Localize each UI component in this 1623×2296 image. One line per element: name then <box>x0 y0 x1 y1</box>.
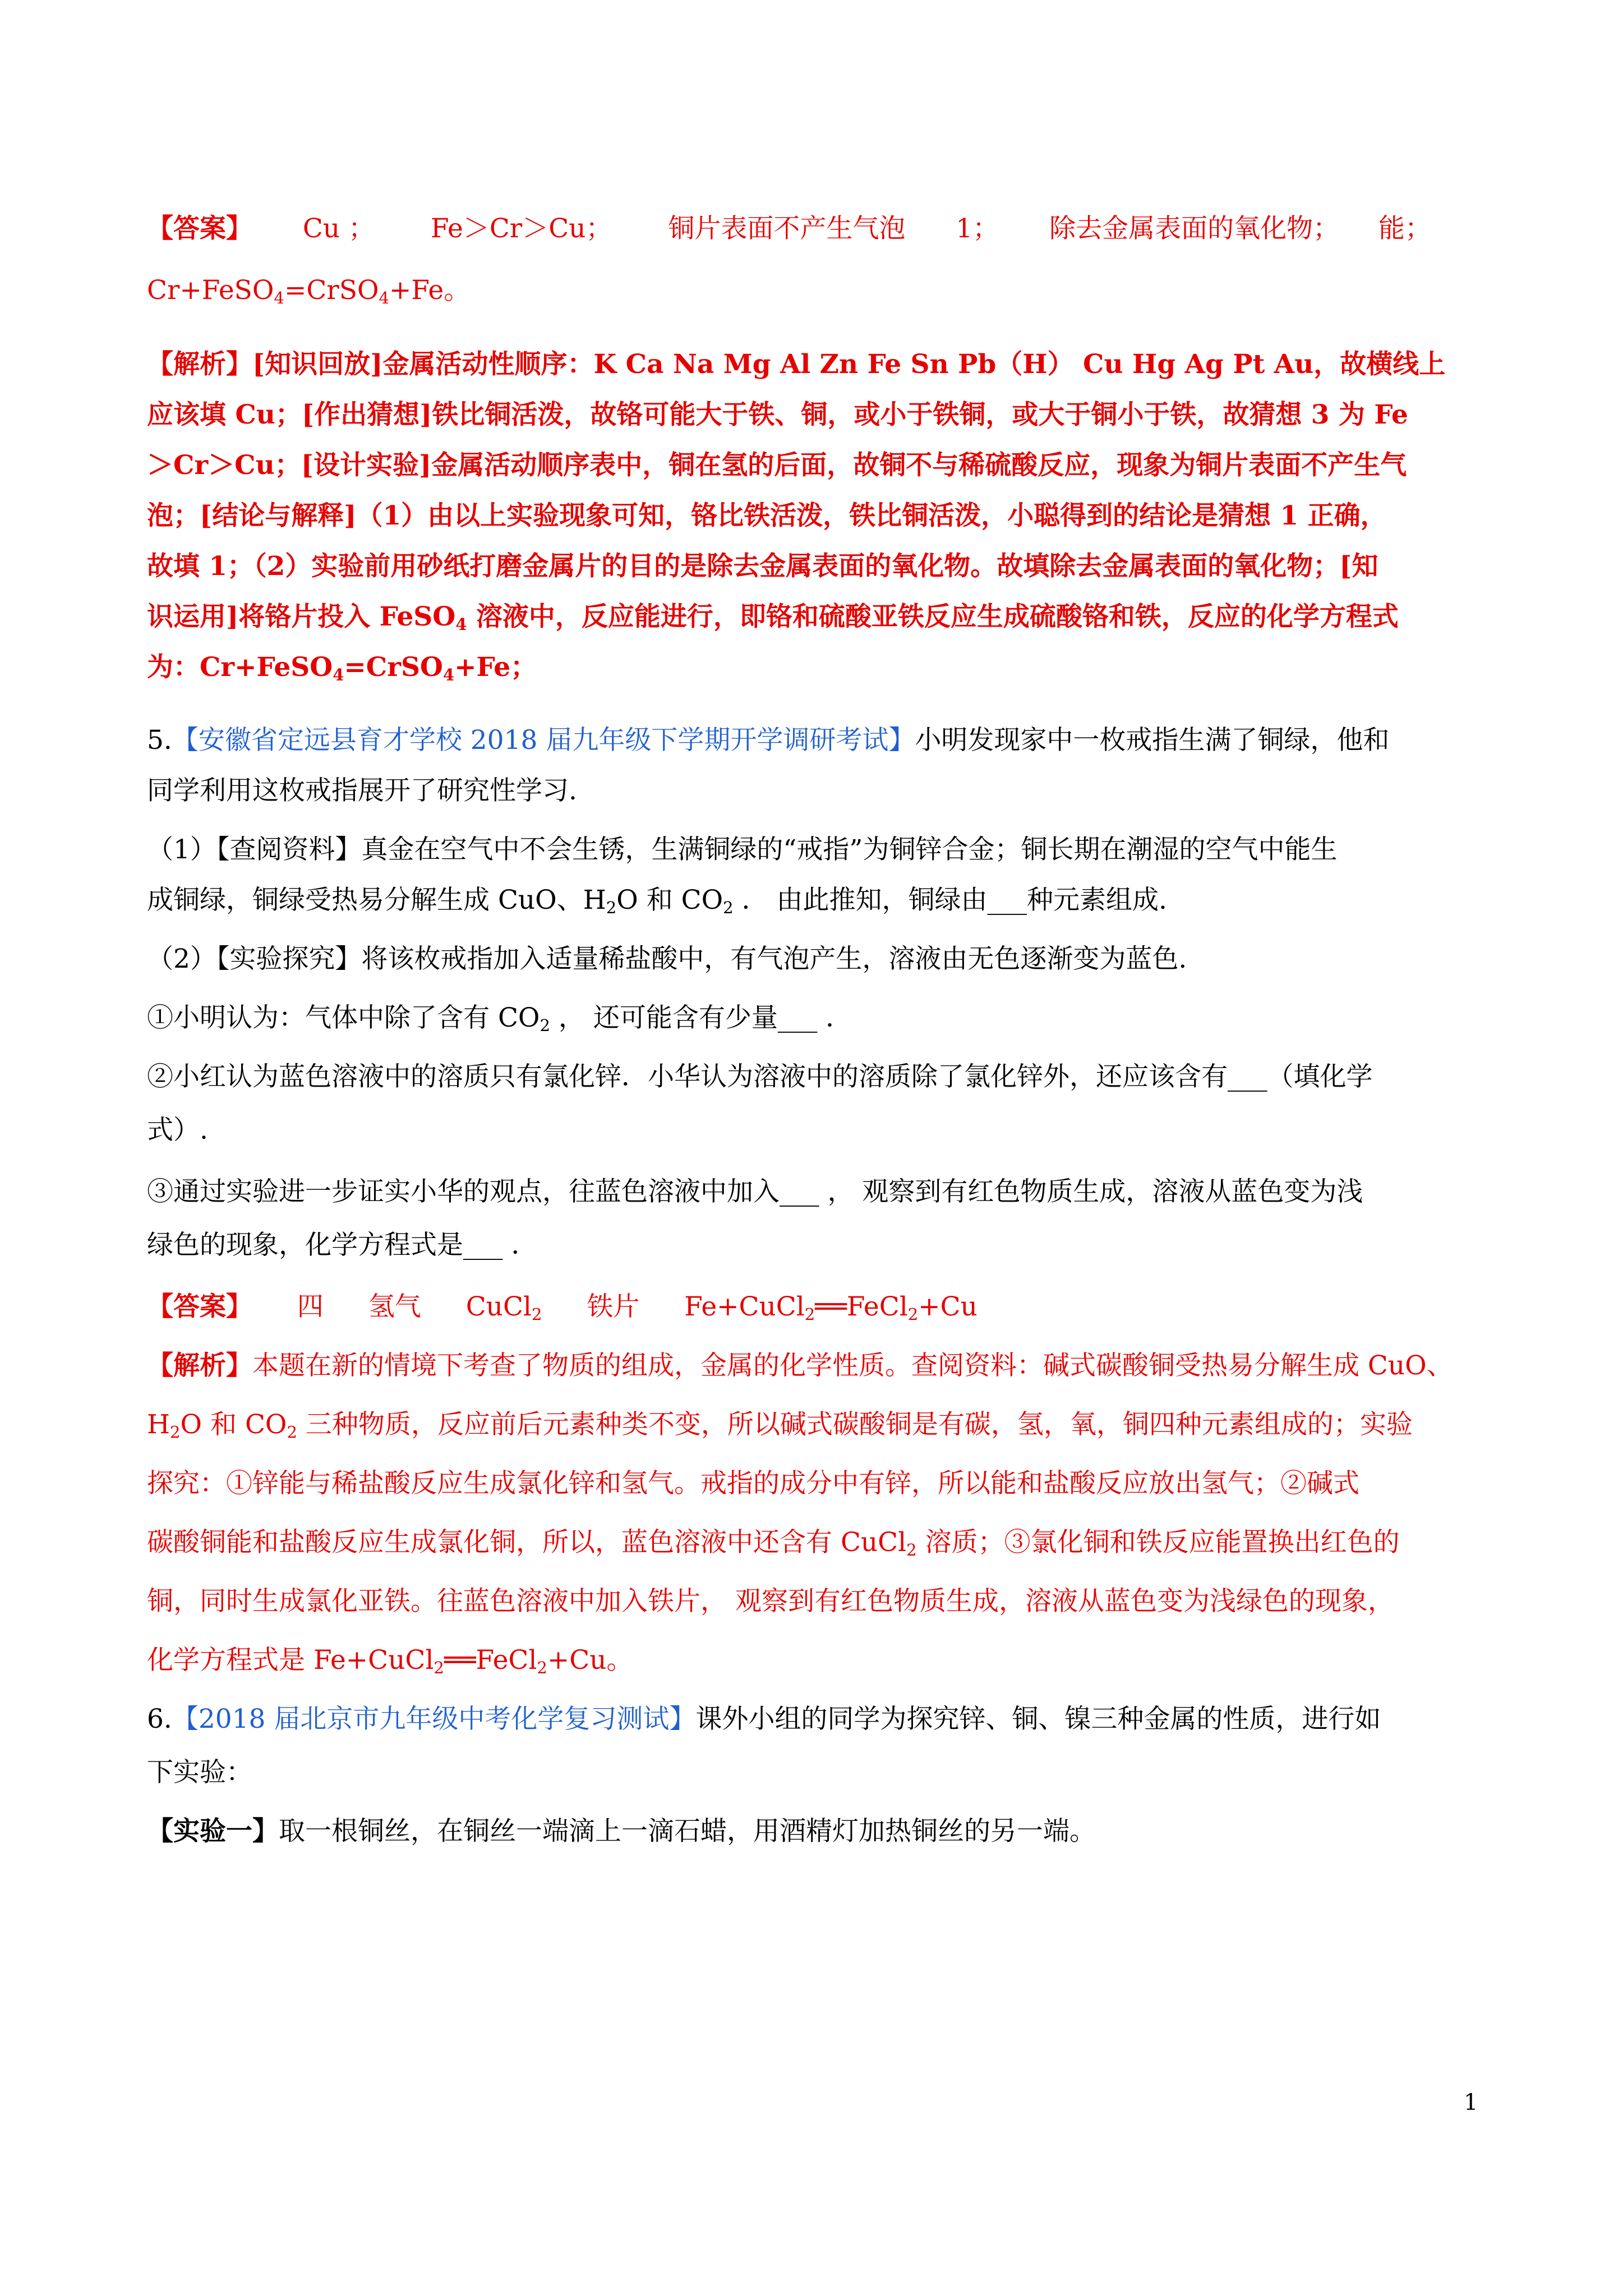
q5-part1-line-1 <box>147 833 1337 867</box>
experiment-tag: 【实验一】 <box>147 1816 279 1847</box>
analysis-tag: 【解析】 <box>147 1350 252 1381</box>
analysis-text: H <box>147 1409 170 1440</box>
analysis-text: 三种物质，反应前后元素种类不变，所以碱式碳酸铜是有碳，氢，氧，铜四种元素组成的；实验 <box>297 1409 1413 1440</box>
analysis-text: 泡；[结论与解释]（1）由以上实验现象可知，铬比铁活泼，铁比铜活泼，小聪得到的结论是猜想 1 正确， <box>147 500 1387 531</box>
answer-value: 能； <box>1378 213 1432 244</box>
q5-stem-line-1 <box>147 724 1389 757</box>
q5-sub-3-line-2 <box>147 1228 537 1262</box>
subscript: 2 <box>434 1658 444 1677</box>
question-text: 取一根铜丝，在铜丝一端滴上一滴石蜡，用酒精灯加热铜丝的另一端。 <box>279 1816 1096 1847</box>
analysis-text: 探究：①锌能与稀盐酸反应生成氯化锌和氢气。戒指的成分中有锌，所以能和盐酸反应放出氢气；②碱式 <box>147 1468 1359 1499</box>
q5-analysis-line-5 <box>147 1585 1394 1618</box>
question-text: 式）. <box>147 1115 208 1145</box>
question-text: ①小明认为：气体中除了含有 CO <box>147 1002 540 1033</box>
answer-value: ══FeCl <box>815 1291 908 1322</box>
q5-sub-1 <box>147 1001 852 1035</box>
analysis-text: 应该填 Cu；[作出猜想]铁比铜活泼，故铬可能大于铁、铜，或小于铁铜，或大于铜小于铁，故猜想 3 为 Fe <box>147 399 1408 430</box>
question-text: 成铜绿，铜绿受热易分解生成 CuO、H <box>147 885 606 915</box>
answer-value: 除去金属表面的氧化物； <box>1049 213 1340 244</box>
q5-analysis-line-1 <box>147 1349 1453 1383</box>
question-text: （1）【查阅资料】真金在空气中不会生锈，生满铜绿的“戒指”为铜锌合金；铜长期在潮湿的空气中能生 <box>147 834 1338 865</box>
q5-sub-3-line-1 <box>147 1175 1363 1209</box>
q5-sub-2-line-1 <box>147 1060 1373 1094</box>
analysis-text: +Cu。 <box>547 1645 633 1676</box>
answer-value: 铁片 <box>587 1291 640 1322</box>
analysis-text: 为：Cr+FeSO <box>147 652 333 683</box>
q5-part1-line-2 <box>147 884 1167 917</box>
answer-value: Fe+CuCl <box>684 1291 805 1322</box>
subscript: 4 <box>274 288 284 307</box>
analysis-text: 铜，同时生成氯化亚铁。往蓝色溶液中加入铁片， 观察到有红色物质生成，溶液从蓝色变为浅绿色的现象， <box>147 1586 1394 1617</box>
answer-value: 氢气 <box>368 1291 421 1322</box>
analysis-text: +Fe； <box>454 652 537 683</box>
subscript: 2 <box>907 1305 919 1324</box>
analysis-line-1 <box>147 348 1445 381</box>
analysis-text: ══FeCl <box>444 1645 537 1676</box>
q6-experiment-1 <box>147 1815 1096 1848</box>
q5-analysis-line-3 <box>147 1467 1359 1501</box>
q5-analysis-line-6 <box>147 1644 633 1677</box>
q5-part2 <box>147 942 1187 976</box>
question-text: 下实验： <box>147 1757 252 1788</box>
question-text: ②小红认为蓝色溶液中的溶质只有氯化锌．小华认为溶液中的溶质除了氯化锌外，还应该含有___（填化学 <box>147 1061 1373 1092</box>
subscript: 4 <box>379 288 390 307</box>
subscript: 2 <box>723 898 734 917</box>
q5-analysis-line-2 <box>147 1408 1413 1442</box>
question-text: ． 由此推知，铜绿由___种元素组成. <box>733 885 1167 915</box>
analysis-text: 碳酸铜能和盐酸反应生成氯化铜，所以，蓝色溶液中还含有 CuCl <box>147 1527 907 1558</box>
subscript: 2 <box>804 1305 815 1324</box>
analysis-line-6 <box>147 600 1399 634</box>
answer-tag: 【答案】 <box>147 1291 252 1322</box>
question-number: 5. <box>147 725 172 756</box>
answer-value: +Cu <box>918 1291 978 1322</box>
analysis-text: O 和 CO <box>180 1409 287 1440</box>
question-text: （2）【实验探究】将该枚戒指加入适量稀盐酸中，有气泡产生，溶液由无色逐渐变为蓝色. <box>147 944 1187 974</box>
q5-stem-line-2 <box>147 774 577 808</box>
question-text: 课外小组的同学为探究锌、铜、镍三种金属的性质，进行如 <box>695 1704 1381 1734</box>
equation-part: =CrSO <box>284 275 379 306</box>
q5-answer-line <box>147 1290 978 1324</box>
analysis-tag: 【解析】 <box>147 349 252 380</box>
q5-analysis-line-4 <box>147 1526 1400 1559</box>
subscript: 4 <box>455 615 467 634</box>
analysis-line-4 <box>147 499 1387 533</box>
analysis-text: 故填 1；（2）实验前用砂纸打磨金属片的目的是除去金属表面的氧化物。故填除去金属表面的氧化物；[知 <box>147 551 1378 582</box>
subscript: 4 <box>333 665 344 684</box>
equation-part: Cr+FeSO <box>147 275 274 306</box>
answer-line-2 <box>147 274 470 307</box>
analysis-line-5 <box>147 550 1378 583</box>
answer-value: 1； <box>956 213 999 244</box>
analysis-text: 识运用]将铬片投入 FeSO <box>147 601 456 632</box>
equation-part: +Fe。 <box>389 275 471 306</box>
subscript: 2 <box>531 1305 542 1324</box>
q5-sub-2-line-2 <box>147 1114 208 1147</box>
answer-value: CuCl <box>465 1291 532 1322</box>
question-source: 【2018 届北京市九年级中考化学复习测试】 <box>172 1704 696 1734</box>
subscript: 2 <box>537 1658 547 1677</box>
answer-value: Fe＞Cr＞Cu； <box>430 213 612 244</box>
analysis-text: ＞Cr＞Cu；[设计实验]金属活动顺序表中，铜在氢的后面，故铜不与稀硫酸反应，现象为铜片表面不产生气 <box>147 450 1407 481</box>
subscript: 2 <box>170 1423 181 1442</box>
answer-tag: 【答案】 <box>147 213 252 244</box>
analysis-text: 溶液中，反应能进行，即铬和硫酸亚铁反应生成硫酸铬和铁，反应的化学方程式 <box>467 601 1399 632</box>
question-source: 【安徽省定远县育才学校 2018 届九年级下学期开学调研考试】 <box>172 725 915 756</box>
subscript: 2 <box>606 898 617 917</box>
question-text: ③通过实验进一步证实小华的观点，往蓝色溶液中加入___ ， 观察到有红色物质生成，溶液从蓝色变为浅 <box>147 1176 1363 1207</box>
q6-stem-line-2 <box>147 1756 252 1789</box>
subscript: 2 <box>287 1423 297 1442</box>
question-text: 绿色的现象，化学方程式是___ ． <box>147 1230 538 1260</box>
subscript: 4 <box>442 665 455 684</box>
answer-line-1 <box>147 212 1431 246</box>
analysis-text: 溶质；③氯化铜和铁反应能置换出红色的 <box>916 1527 1400 1558</box>
analysis-line-3 <box>147 449 1407 482</box>
analysis-text: 化学方程式是 Fe+CuCl <box>147 1645 434 1676</box>
question-text: 小明发现家中一枚戒指生满了铜绿，他和 <box>915 725 1390 756</box>
q6-stem-line-1 <box>147 1703 1381 1736</box>
answer-value: 四 <box>297 1291 324 1322</box>
question-number: 6. <box>147 1704 172 1734</box>
subscript: 2 <box>906 1540 917 1559</box>
subscript: 2 <box>540 1016 550 1035</box>
question-text: ， 还可能含有少量___ ． <box>550 1002 852 1033</box>
answer-value: 铜片表面不产生气泡 <box>668 213 906 244</box>
analysis-text: =CrSO <box>344 652 443 683</box>
question-text: 同学利用这枚戒指展开了研究性学习. <box>147 775 577 806</box>
answer-value: Cu ； <box>302 213 375 244</box>
analysis-line-2 <box>147 398 1408 432</box>
page-number: 1 <box>1464 2090 1478 2115</box>
analysis-text: [知识回放]金属活动性顺序：K Ca Na Mg Al Zn Fe Sn Pb（H） Cu Hg Ag Pt Au，故横线上 <box>252 349 1446 380</box>
analysis-line-7 <box>147 651 537 684</box>
question-text: O 和 CO <box>616 885 723 915</box>
analysis-text: 本题在新的情境下考查了物质的组成，金属的化学性质。查阅资料：碱式碳酸铜受热易分解生成 CuO、 <box>252 1350 1453 1381</box>
